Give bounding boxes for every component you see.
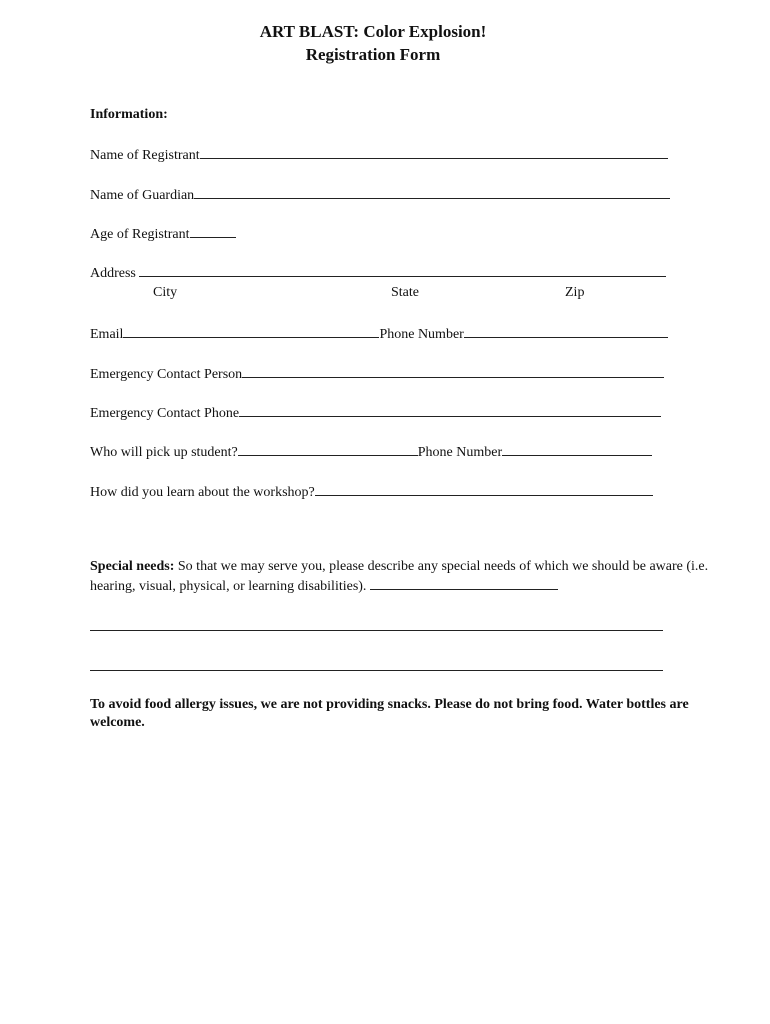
email-label: Email xyxy=(90,327,124,342)
emergency-contact-person-field[interactable] xyxy=(242,364,664,378)
phone-number-label: Phone Number xyxy=(379,327,464,342)
information-heading: Information: xyxy=(90,107,168,122)
form-subtitle: Registration Form xyxy=(305,45,441,64)
registrant-age-row xyxy=(90,224,236,244)
state-caption: State xyxy=(391,285,419,300)
pickup-person-field[interactable] xyxy=(238,442,418,456)
address-label: Address xyxy=(90,266,136,281)
registrant-name-row xyxy=(90,145,668,165)
guardian-name-label: Name of Guardian xyxy=(90,188,195,203)
special-needs-paragraph xyxy=(90,558,730,596)
emergency-contact-person-row xyxy=(90,364,664,384)
guardian-name-row xyxy=(90,185,670,205)
special-needs-line-2[interactable] xyxy=(90,670,663,671)
email-phone-row xyxy=(90,324,668,344)
food-allergy-notice: To avoid food allergy issues, we are not providing snacks. Please do not bring food. Water bottles are welcome. xyxy=(90,697,689,730)
email-field[interactable] xyxy=(123,324,379,338)
address-row xyxy=(90,263,666,283)
emergency-contact-person-label: Emergency Contact Person xyxy=(90,367,243,382)
special-needs-field[interactable] xyxy=(370,576,558,590)
registrant-name-field[interactable] xyxy=(200,145,668,159)
learn-about-row xyxy=(90,482,653,502)
registrant-age-field[interactable] xyxy=(190,224,236,238)
pickup-phone-label: Phone Number xyxy=(417,445,503,460)
registrant-name-label: Name of Registrant xyxy=(90,148,200,163)
special-needs-label: Special needs: xyxy=(90,559,175,574)
registrant-age-label: Age of Registrant xyxy=(90,227,190,242)
emergency-contact-phone-field[interactable] xyxy=(239,403,661,417)
address-field[interactable] xyxy=(139,263,666,277)
emergency-contact-phone-label: Emergency Contact Phone xyxy=(90,406,240,421)
form-title: ART BLAST: Color Explosion! xyxy=(259,22,487,41)
pickup-row xyxy=(90,442,652,462)
emergency-contact-phone-row xyxy=(90,403,661,423)
guardian-name-field[interactable] xyxy=(194,185,670,199)
phone-number-field[interactable] xyxy=(464,324,668,338)
city-caption: City xyxy=(153,285,178,300)
zip-caption: Zip xyxy=(565,285,585,300)
learn-about-label: How did you learn about the workshop? xyxy=(90,485,315,500)
learn-about-field[interactable] xyxy=(315,482,653,496)
special-needs-text: So that we may serve you, please describe any special needs of which we should be aware (i.e. hearing, visual, physical, or learning disabilities). xyxy=(90,559,709,594)
special-needs-line-1[interactable] xyxy=(90,630,663,631)
pickup-phone-field[interactable] xyxy=(502,442,652,456)
pickup-person-label: Who will pick up student? xyxy=(90,445,238,460)
